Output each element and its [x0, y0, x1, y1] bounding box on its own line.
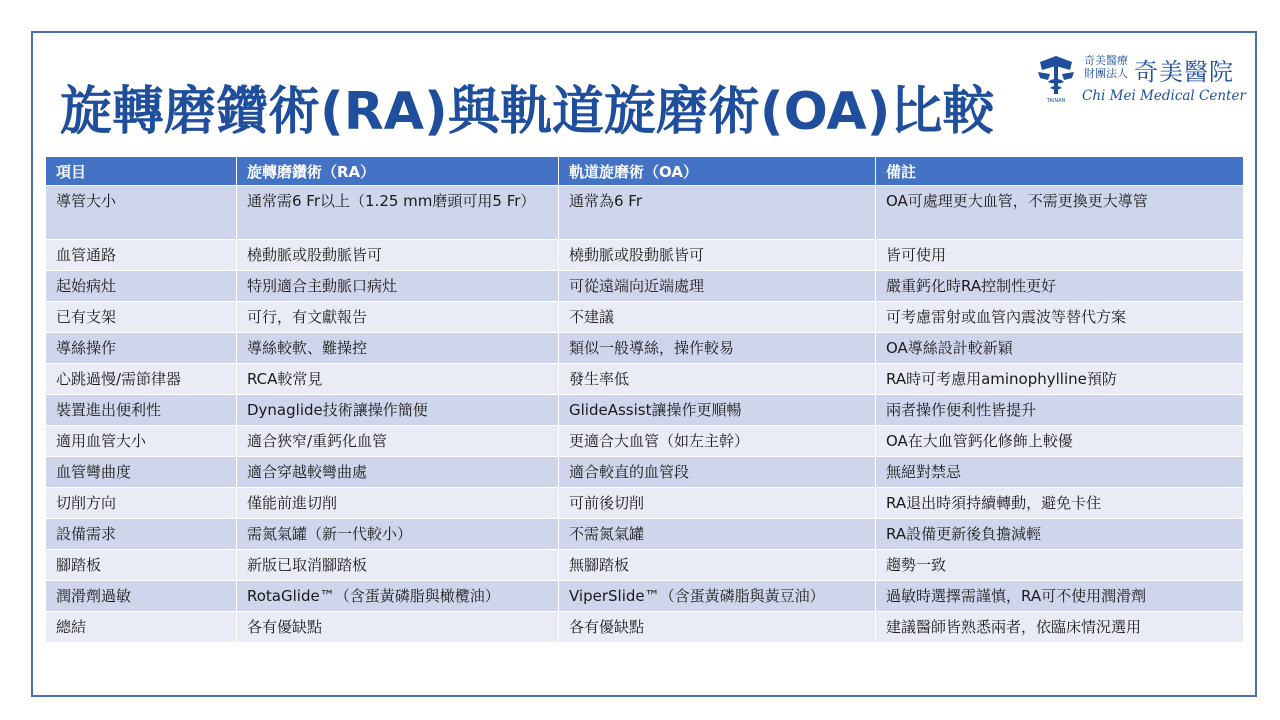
cell-item: 切削方向: [46, 488, 237, 519]
cell-item: 裝置進出便利性: [46, 395, 237, 426]
cell-ra: 各有優缺點: [237, 612, 559, 643]
cell-item: 腳踏板: [46, 550, 237, 581]
cell-ra: 需氮氣罐（新一代較小）: [237, 519, 559, 550]
cell-notes: 可考慮雷射或血管內震波等替代方案: [876, 302, 1244, 333]
table-header-row: [46, 157, 1244, 186]
cell-oa: 發生率低: [559, 364, 876, 395]
cell-ra: 新版已取消腳踏板: [237, 550, 559, 581]
cell-oa: 更適合大血管（如左主幹）: [559, 426, 876, 457]
table-row: [46, 186, 1244, 240]
table-row: [46, 333, 1244, 364]
cell-oa: 各有優缺點: [559, 612, 876, 643]
cell-notes: 兩者操作便利性皆提升: [876, 395, 1244, 426]
cell-oa: 可前後切削: [559, 488, 876, 519]
cell-oa: 不需氮氣罐: [559, 519, 876, 550]
cell-ra: 適合狹窄/重鈣化血管: [237, 426, 559, 457]
table-row: [46, 364, 1244, 395]
logo-subtitle: [1084, 54, 1128, 80]
cell-notes: OA可處理更大血管，不需更換更大導管: [876, 186, 1244, 240]
cell-oa: 適合較直的血管段: [559, 457, 876, 488]
hospital-logo: [1034, 52, 1246, 108]
cell-ra: 特別適合主動脈口病灶: [237, 271, 559, 302]
cell-item: 適用血管大小: [46, 426, 237, 457]
cell-oa: GlideAssist讓操作更順暢: [559, 395, 876, 426]
cell-ra: 橈動脈或股動脈皆可: [237, 240, 559, 271]
cell-oa: 類似一般導絲，操作較易: [559, 333, 876, 364]
slide-title: 旋轉磨鑽術(RA)與軌道旋磨術(OA)比較: [60, 82, 995, 142]
table-row: [46, 488, 1244, 519]
header-oa: 軌道旋磨術（OA）: [559, 157, 876, 186]
cell-ra: 通常需6 Fr以上（1.25 mm磨頭可用5 Fr）: [237, 186, 559, 240]
cell-notes: 建議醫師皆熟悉兩者，依臨床情況選用: [876, 612, 1244, 643]
table-row: [46, 302, 1244, 333]
table-row: [46, 457, 1244, 488]
cell-notes: 嚴重鈣化時RA控制性更好: [876, 271, 1244, 302]
comparison-table: [45, 156, 1244, 643]
table-row: [46, 519, 1244, 550]
table-row: [46, 581, 1244, 612]
header-ra: 旋轉磨鑽術（RA）: [237, 157, 559, 186]
cell-notes: RA設備更新後負擔減輕: [876, 519, 1244, 550]
cell-item: 總結: [46, 612, 237, 643]
table-row: [46, 395, 1244, 426]
emblem-text: TAINAN: [1046, 98, 1066, 104]
table-row: [46, 550, 1244, 581]
header-item: 項目: [46, 157, 237, 186]
table-row: [46, 240, 1244, 271]
header-notes: 備註: [876, 157, 1244, 186]
cell-oa: 不建議: [559, 302, 876, 333]
cell-item: 心跳過慢/需節律器: [46, 364, 237, 395]
cell-ra: 可行，有文獻報告: [237, 302, 559, 333]
cell-notes: 過敏時選擇需謹慎，RA可不使用潤滑劑: [876, 581, 1244, 612]
table-row: [46, 426, 1244, 457]
cell-item: 起始病灶: [46, 271, 237, 302]
cell-notes: OA在大血管鈣化修飾上較優: [876, 426, 1244, 457]
cell-oa: ViperSlide™（含蛋黃磷脂與黃豆油）: [559, 581, 876, 612]
cell-oa: 可從遠端向近端處理: [559, 271, 876, 302]
cell-notes: RA時可考慮用aminophylline預防: [876, 364, 1244, 395]
cell-oa: 無腳踏板: [559, 550, 876, 581]
cell-item: 導絲操作: [46, 333, 237, 364]
cell-notes: 無絕對禁忌: [876, 457, 1244, 488]
cell-oa: 橈動脈或股動脈皆可: [559, 240, 876, 271]
cell-ra: 適合穿越較彎曲處: [237, 457, 559, 488]
cell-item: 血管彎曲度: [46, 457, 237, 488]
logo-name: 奇美醫院: [1134, 58, 1234, 86]
cell-item: 已有支架: [46, 302, 237, 333]
cell-oa: 通常為6 Fr: [559, 186, 876, 240]
logo-english-name: Chi Mei Medical Center: [1082, 88, 1246, 104]
cell-item: 設備需求: [46, 519, 237, 550]
table-row: [46, 271, 1244, 302]
cell-notes: 趨勢一致: [876, 550, 1244, 581]
cell-notes: RA退出時須持續轉動，避免卡住: [876, 488, 1244, 519]
cell-notes: OA導絲設計較新穎: [876, 333, 1244, 364]
cell-ra: Dynaglide技術讓操作簡便: [237, 395, 559, 426]
cell-ra: RCA較常見: [237, 364, 559, 395]
cell-item: 導管大小: [46, 186, 237, 240]
cell-notes: 皆可使用: [876, 240, 1244, 271]
emblem-icon: [1034, 52, 1078, 104]
cell-item: 血管通路: [46, 240, 237, 271]
cell-item: 潤滑劑過敏: [46, 581, 237, 612]
cell-ra: 僅能前進切削: [237, 488, 559, 519]
table-row: [46, 612, 1244, 643]
cell-ra: 導絲較軟、難操控: [237, 333, 559, 364]
cell-ra: RotaGlide™（含蛋黃磷脂與橄欖油）: [237, 581, 559, 612]
logo-small-line2: 財團法人: [1084, 67, 1128, 80]
logo-small-line1: 奇美醫療: [1084, 54, 1128, 67]
